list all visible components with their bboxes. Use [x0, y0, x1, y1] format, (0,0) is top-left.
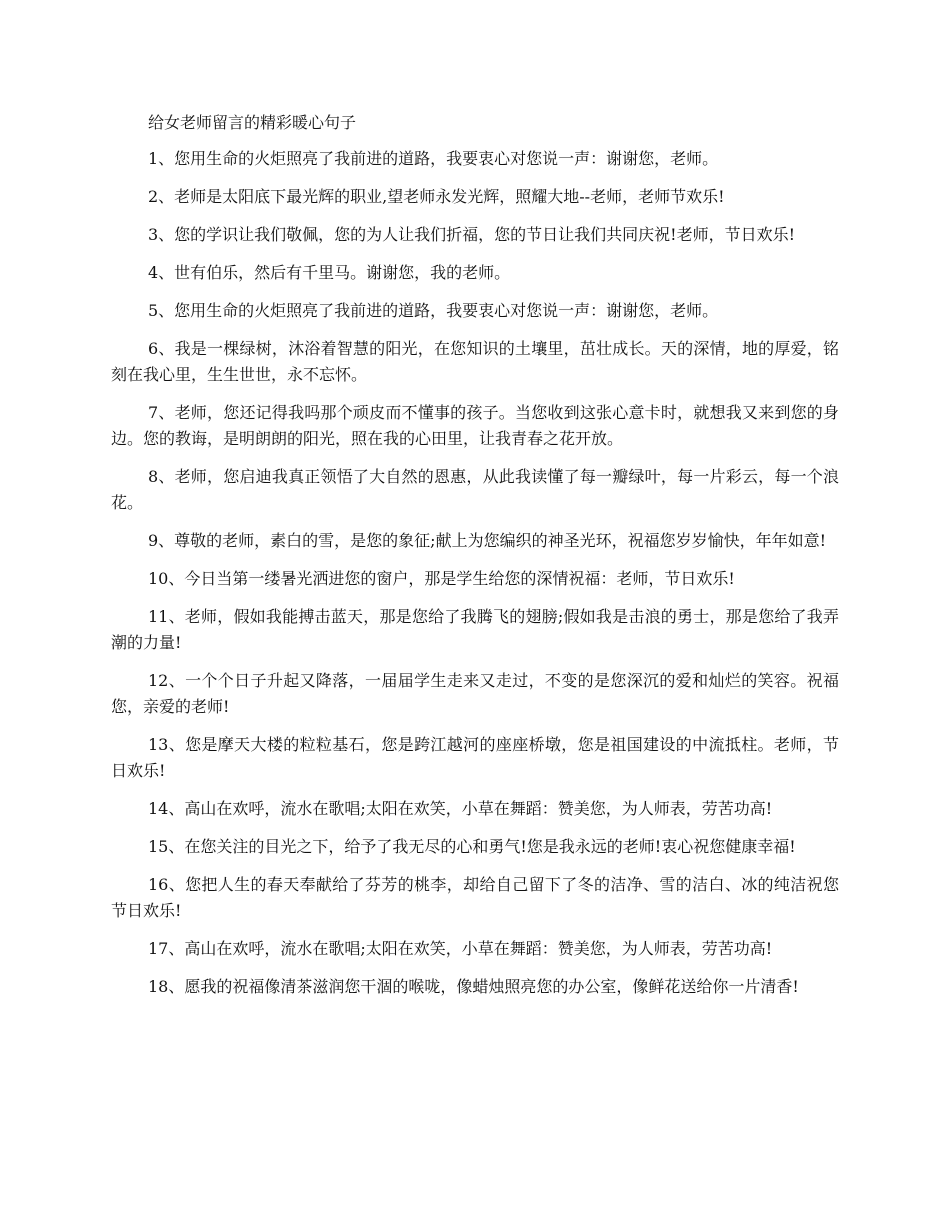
paragraph-8: 8、老师，您启迪我真正领悟了大自然的恩惠，从此我读懂了每一瓣绿叶，每一片彩云，每一个浪花。 [111, 467, 839, 512]
document-page [111, 110, 839, 1012]
paragraph-14: 14、高山在欢呼，流水在歌唱;太阳在欢笑，小草在舞蹈：赞美您，为人师表，劳苦功高! [148, 799, 773, 818]
paragraph-1: 1、您用生命的火炬照亮了我前进的道路，我要衷心对您说一声：谢谢您，老师。 [148, 149, 719, 168]
paragraph-2: 2、老师是太阳底下最光辉的职业,望老师永发光辉，照耀大地--老师，老师节欢乐! [148, 187, 725, 206]
paragraph-15: 15、在您关注的目光之下，给予了我无尽的心和勇气!您是我永远的老师!衷心祝您健康幸福! [148, 837, 796, 856]
paragraph-5: 5、您用生命的火炬照亮了我前进的道路，我要衷心对您说一声：谢谢您，老师。 [148, 301, 719, 320]
paragraph-9: 9、尊敬的老师，素白的雪，是您的象征;献上为您编织的神圣光环，祝福您岁岁愉快，年年如意! [148, 531, 827, 550]
paragraph-17: 17、高山在欢呼，流水在歌唱;太阳在欢笑，小草在舞蹈：赞美您，为人师表，劳苦功高! [148, 939, 773, 958]
paragraph-18: 18、愿我的祝福像清茶滋润您干涸的喉咙，像蜡烛照亮您的办公室，像鲜花送给你一片清香! [148, 977, 799, 996]
paragraph-4: 4、世有伯乐，然后有千里马。谢谢您，我的老师。 [148, 263, 511, 282]
paragraph-3: 3、您的学识让我们敬佩，您的为人让我们折福，您的节日让我们共同庆祝!老师，节日欢乐! [148, 225, 796, 244]
paragraph-10: 10、今日当第一缕暑光洒进您的窗户，那是学生给您的深情祝福：老师，节日欢乐! [148, 569, 735, 588]
document-title: 给女老师留言的精彩暖心句子 [148, 113, 357, 132]
paragraph-7: 7、老师，您还记得我吗那个顽皮而不懂事的孩子。当您收到这张心意卡时，就想我又来到您的身边。您的教诲，是明朗朗的阳光，照在我的心田里，让我青春之花开放。 [111, 403, 839, 448]
paragraph-16: 16、您把人生的春天奉献给了芬芳的桃李，却给自己留下了冬的洁净、雪的洁白、冰的纯洁祝您节日欢乐! [111, 875, 839, 920]
paragraph-13: 13、您是摩天大楼的粒粒基石，您是跨江越河的座座桥墩，您是祖国建设的中流抵柱。老师，节日欢乐! [111, 735, 839, 780]
paragraph-6: 6、我是一棵绿树，沐浴着智慧的阳光，在您知识的土壤里，茁壮成长。天的深情，地的厚爱，铭刻在我心里，生生世世，永不忘怀。 [111, 339, 839, 384]
paragraph-12: 12、一个个日子升起又降落，一届届学生走来又走过，不变的是您深沉的爱和灿烂的笑容。祝福您，亲爱的老师! [111, 671, 839, 716]
paragraph-11: 11、老师，假如我能搏击蓝天，那是您给了我腾飞的翅膀;假如我是击浪的勇士，那是您给了我弄潮的力量! [111, 607, 839, 652]
